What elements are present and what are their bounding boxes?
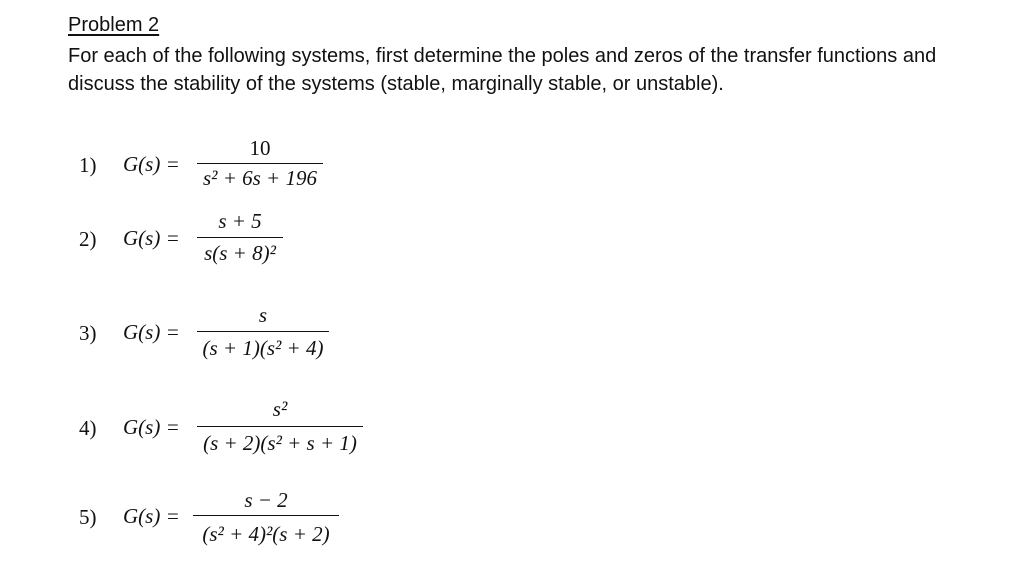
equation-label: 4) bbox=[79, 416, 97, 440]
equation-denominator: (s + 1)(s² + 4) bbox=[202, 336, 324, 360]
equation-numerator: s − 2 bbox=[244, 488, 288, 512]
equation-lhs: G(s) = bbox=[123, 226, 180, 250]
equation-lhs: G(s) = bbox=[123, 504, 180, 528]
equation-numerator: s² bbox=[272, 397, 288, 421]
equation-denominator: (s² + 4)²(s + 2) bbox=[202, 522, 330, 546]
equation-denominator: s² + 6s + 196 bbox=[203, 166, 317, 190]
equation-label: 3) bbox=[79, 321, 97, 345]
statement-line-2: discuss the stability of the systems (stable, marginally stable, or unstable). bbox=[68, 73, 724, 95]
equation-lhs: G(s) = bbox=[123, 152, 180, 176]
equation-denominator: (s + 2)(s² + s + 1) bbox=[203, 431, 357, 455]
equation-denominator: s(s + 8)² bbox=[204, 241, 276, 265]
equation-lhs: G(s) = bbox=[123, 415, 180, 439]
equation-numerator: 10 bbox=[249, 136, 271, 160]
equation-label: 5) bbox=[79, 505, 97, 529]
equation-numerator: s bbox=[258, 303, 268, 327]
equation-lhs: G(s) = bbox=[123, 320, 180, 344]
fraction-bar bbox=[193, 515, 339, 516]
equation-label: 2) bbox=[79, 227, 97, 251]
problem-heading: Problem 2 bbox=[68, 14, 160, 36]
equation-numerator: s + 5 bbox=[218, 209, 262, 233]
statement-line-1: For each of the following systems, first determine the poles and zeros of the transfer functions and bbox=[68, 45, 937, 67]
equation-label: 1) bbox=[79, 153, 97, 177]
